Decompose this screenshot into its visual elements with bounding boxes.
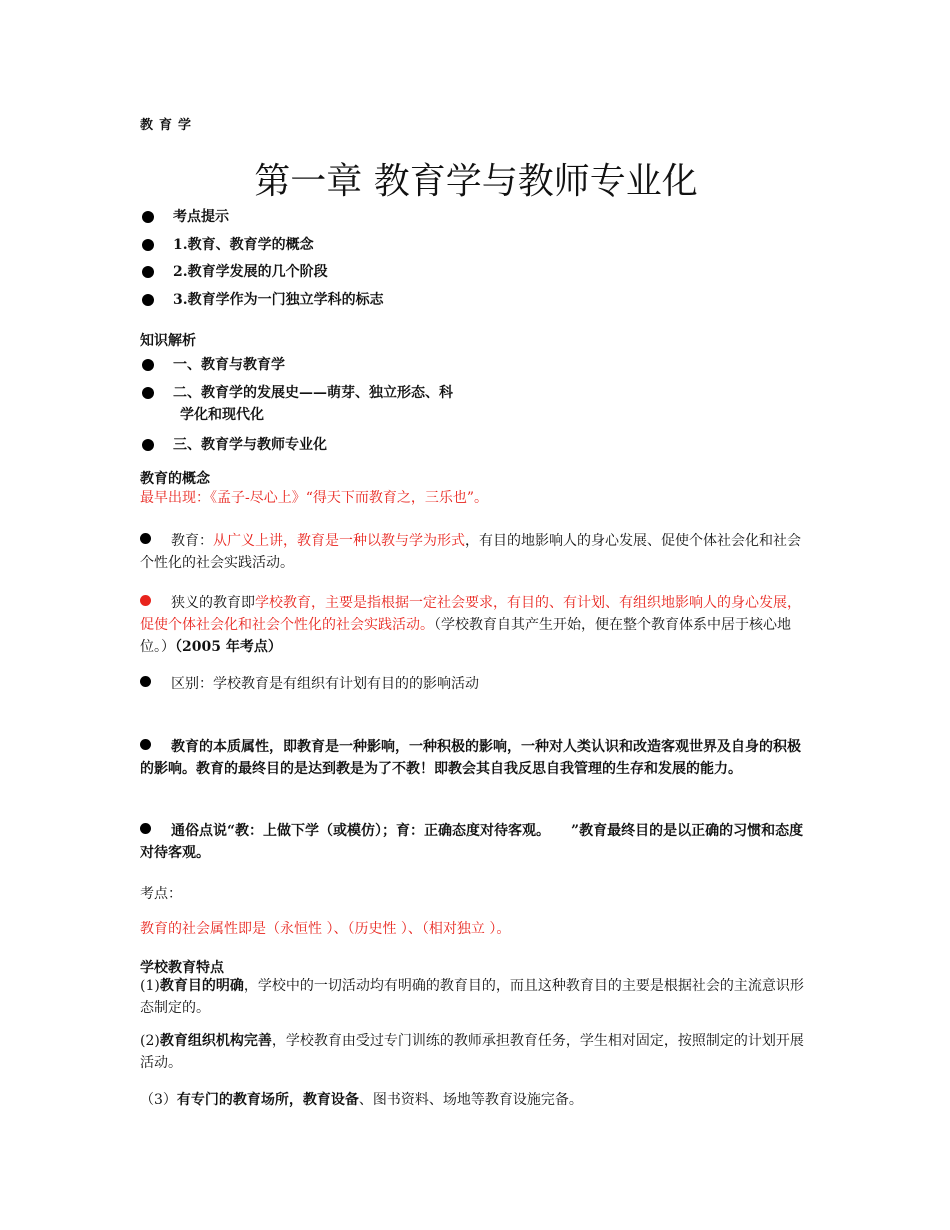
narrow-definition: 狭义的教育即学校教育，主要是指根据一定社会要求，有目的、有计划、有组织地影响人的身心发展，促使个体社会化和社会个性化的社会实践活动。（学校教育自其产生开始，便在整个教育体系中居于核心地位。）（2005 年考点） [140, 595, 801, 655]
bullet-icon [142, 439, 154, 451]
school-features-heading: 学校教育特点 [140, 960, 224, 976]
concept-origin: 最早出现：《孟子-尽心上》“得天下而教育之，三乐也”。 [140, 490, 489, 506]
knowledge-list [140, 355, 812, 462]
list-item: 考点提示 [140, 207, 812, 235]
school-feature-item: (2)教育组织机构完善，学校教育由受过专门训练的教师承担教育任务，学生相对固定，按照制定的计划开展活动。 [140, 1033, 804, 1071]
list-item: 二、教育学的发展史——萌芽、独立形态、科 学化和现代化 [140, 383, 812, 435]
popular-paragraph: 通俗点说“教：上做下学（或模仿）；育：正确态度对待客观。 ”教育最终目的是以正确的习惯和态度对待客观。 [140, 823, 804, 861]
list-item: 三、教育学与教师专业化 [140, 435, 812, 463]
bullet-icon [142, 211, 154, 223]
bullet-icon [140, 676, 151, 687]
list-item: 2.教育学发展的几个阶段 [140, 262, 812, 290]
difference-note: 区别：学校教育是有组织有计划有目的的影响活动 [140, 673, 812, 695]
list-item: 1.教育、教育学的概念 [140, 235, 812, 263]
bullet-icon [140, 533, 151, 544]
bullet-icon [142, 359, 154, 371]
list-item: 3.教育学作为一门独立学科的标志 [140, 290, 812, 318]
school-feature-item: （3）有专门的教育场所，教育设备、图书资料、场地等教育设施完备。 [140, 1092, 583, 1108]
bullet-icon [140, 823, 151, 834]
essence-paragraph: 教育的本质属性，即教育是一种影响，一种积极的影响，一种对人类认识和改造客观世界及自身的积极的影响。教育的最终目的是达到教是为了不教！即教会其自我反思自我管理的生存和发展的能力。 [140, 739, 801, 777]
bullet-icon [140, 739, 151, 750]
bullet-icon [142, 387, 154, 399]
bullet-icon [142, 294, 154, 306]
knowledge-heading: 知识解析 [140, 333, 196, 349]
school-feature-item: (1)教育目的明确，学校中的一切活动均有明确的教育目的，而且这种教育目的主要是根据社会的主流意识形态制定的。 [140, 978, 804, 1016]
outline-list [140, 207, 812, 317]
concept-heading: 教育的概念 [140, 471, 210, 487]
social-attributes: 教育的社会属性即是（永恒性 ）、（历史性 ）、（相对独立 ）。 [140, 921, 511, 937]
chapter-title: 第一章 教育学与教师专业化 [254, 161, 698, 202]
exam-point-label: 考点： [140, 886, 182, 902]
broad-definition: 教育：从广义上讲，教育是一种以教与学为形式，有目的地影响人的身心发展、促使个体社会化和社会个性化的社会实践活动。 [140, 533, 801, 571]
bullet-icon [142, 266, 154, 278]
list-item: 一、教育与教育学 [140, 355, 812, 383]
red-bullet-icon [140, 595, 151, 606]
bullet-icon [142, 239, 154, 251]
page-header: 教育学 [140, 118, 198, 133]
